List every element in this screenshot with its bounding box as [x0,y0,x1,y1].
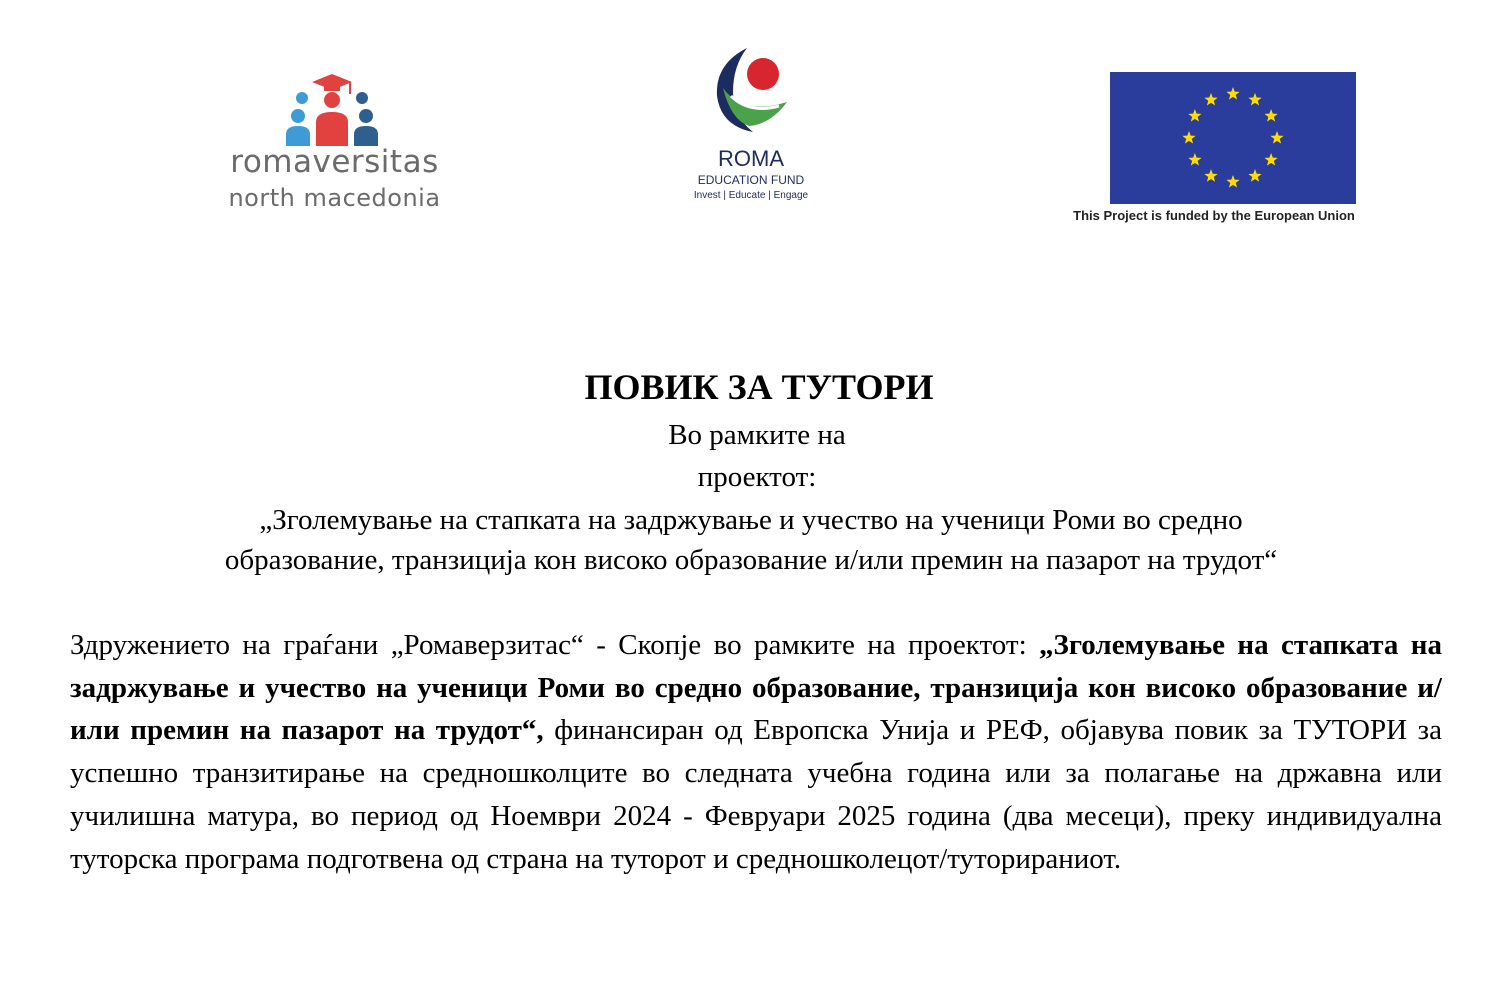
body-project-name: „Зголемување на стапката на задржување и учество на ученици Роми во средно образование, транзиција кон високо образование и/или премин на пазарот на трудот“, [70,629,1442,747]
romaversitas-logo-text: romaversitas [230,144,439,180]
project-title-line-1: „Зголемување на стапката на задржување и учество на ученици Роми во средно [259,504,1243,536]
ref-logo-tagline: Invest | Educate | Engage [693,190,809,201]
eu-funding-caption: This Project is funded by the European Union [1073,208,1355,223]
body-details-text: финансиран од Европска Унија и РЕФ, објавува повик за ТУТОРИ за успешно транзитирање на средношколците во следната учебна година или за полагање на државна или училишна матура, во период од Ноември 2024 - Февруари 2025 година (два месеци), преку индивидуална туторска програма подготвена од страна на туторот и средношколецот/туторираниот. [70,714,1442,875]
ref-emblem-icon [709,44,793,140]
project-title-line-2: образование, транзиција кон високо образование и/или премин на пазарот на трудот“ [224,544,1278,576]
eu-flag-icon [1110,72,1356,204]
body-paragraph [70,624,1442,880]
romaversitas-logo [222,74,447,224]
document-subtitle-line-1: Во рамките на [668,419,846,451]
document-title: ПОВИК ЗА ТУТОРИ [584,367,934,407]
eu-funding-logo [1058,72,1370,232]
romaversitas-logo-subtext: north macedonia [228,184,441,212]
project-title [0,500,1502,580]
romaversitas-people-icon [284,74,384,146]
body-intro-text: Здружението на граѓани „Ромаверзитас“ - Скопје во рамките на проектот: [70,629,1040,661]
ref-logo-name: ROMA [718,146,784,171]
ref-logo-subtitle: EDUCATION FUND [697,173,805,187]
roma-education-fund-logo [676,44,826,214]
document-subtitle-line-2: проектот: [697,461,817,493]
